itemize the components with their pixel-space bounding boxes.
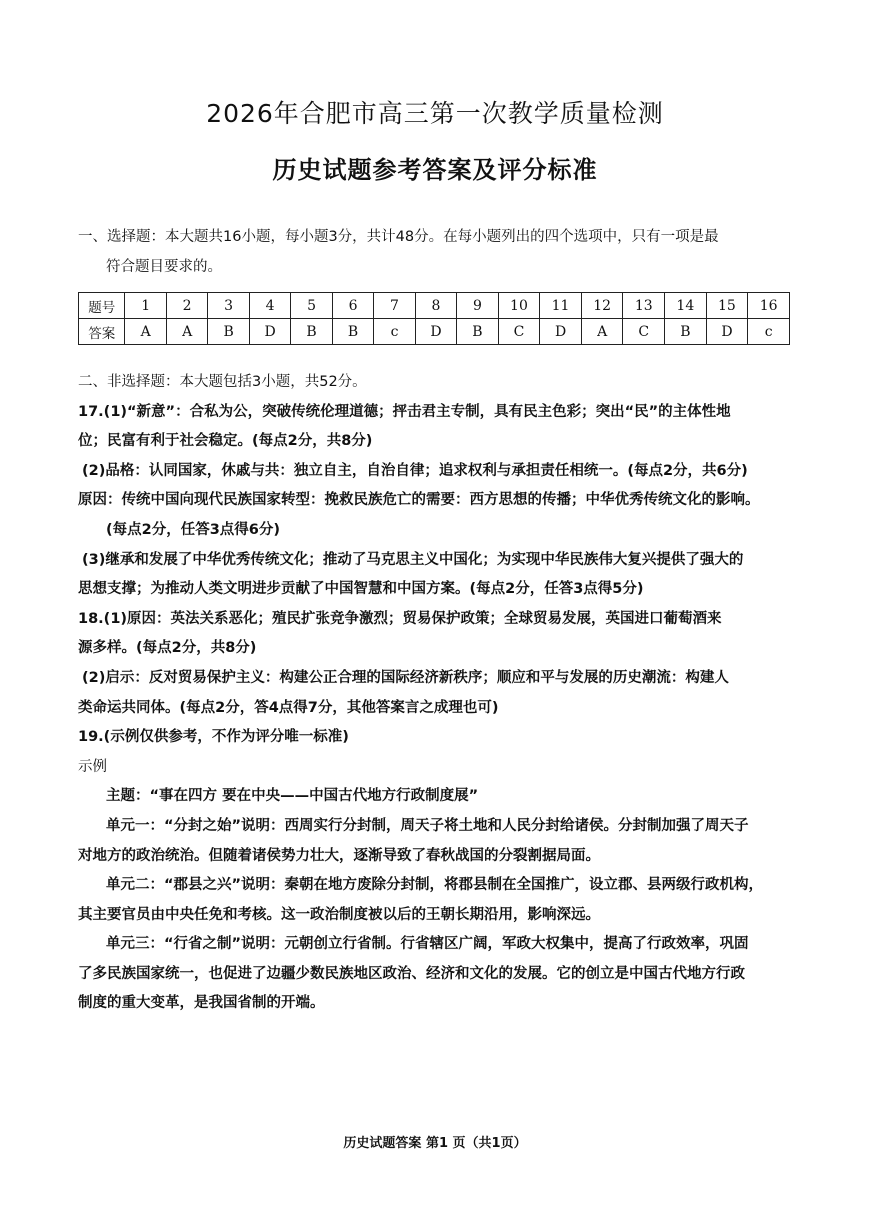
q17-part2-line3: (每点2分，任答3点得6分) [106, 521, 281, 538]
question-number-cell: 16 [748, 293, 790, 319]
answer-cell: D [540, 319, 582, 345]
question-number-cell: 8 [415, 293, 456, 319]
question-number-cell: 14 [665, 293, 707, 319]
unit1-line2: 对地方的政治统治。但随着诸侯势力壮大，逐渐导致了春秋战国的分裂割据局面。 [78, 847, 600, 864]
question-number-cell: 13 [623, 293, 665, 319]
example-label: 示例 [78, 758, 107, 775]
answer-cell: C [623, 319, 665, 345]
answer-cell: B [665, 319, 707, 345]
question-number-cell: 12 [581, 293, 623, 319]
answer-cell: C [498, 319, 540, 345]
unit3-line2: 了多民族国家统一，也促进了边疆少数民族地区政治、经济和文化的发展。它的创立是中国古代地方行政 [78, 965, 745, 982]
unit2-line1: 单元二：“郡县之兴”说明：秦朝在地方废除分封制，将郡县制在全国推广，设立郡、县两级行政机构， [106, 877, 764, 894]
q17-part2-line2: 原因：传统中国向现代民族国家转型：挽救民族危亡的需要：西方思想的传播；中华优秀传统文化的影响。 [78, 492, 760, 509]
question-number-cell: 7 [374, 293, 415, 319]
q18-part1-line2: 源多样。(每点2分，共8分) [78, 640, 257, 657]
question-number-cell: 9 [457, 293, 498, 319]
answer-cell: A [166, 319, 207, 345]
section-1-instructions [78, 222, 798, 282]
unit3-line3: 制度的重大变革，是我国省制的开端。 [78, 995, 325, 1012]
question-number-row [79, 293, 790, 319]
question-number-cell: 1 [125, 293, 166, 319]
answer-cell: A [125, 319, 166, 345]
answer-cell: B [208, 319, 249, 345]
answer-cell: B [332, 319, 373, 345]
answer-cell: D [706, 319, 748, 345]
section-2-heading: 二、非选择题：本大题包括3小题，共52分。 [78, 374, 367, 390]
question-number-cell: 5 [291, 293, 332, 319]
q18-part2-line1: (2)启示：反对贸易保护主义：构建公正合理的国际经济新秩序；顺应和平与发展的历史潮流：构建人 [82, 669, 729, 686]
example-theme: 主题：“事在四方 要在中央——中国古代地方行政制度展” [106, 788, 479, 805]
answer-cell: D [249, 319, 290, 345]
question-number-cell: 10 [498, 293, 540, 319]
question-number-header: 题号 [79, 293, 125, 319]
answer-cell: c [374, 319, 415, 345]
answer-cell: B [457, 319, 498, 345]
question-number-cell: 4 [249, 293, 290, 319]
q19-heading: 19.(示例仅供参考，不作为评分唯一标准) [78, 729, 349, 746]
question-number-cell: 11 [540, 293, 582, 319]
question-number-cell: 15 [706, 293, 748, 319]
section-1-line-2: 符合题目要求的。 [106, 259, 222, 275]
section-2 [78, 368, 798, 1019]
q17-part3-line2: 思想支撑；为推动人类文明进步贡献了中国智慧和中国方案。(每点2分，任答3点得5分) [78, 581, 644, 598]
unit2-line2: 其主要官员由中央任免和考核。这一政治制度被以后的王朝长期沿用，影响深远。 [78, 906, 600, 923]
answer-cell: A [581, 319, 623, 345]
question-number-cell: 2 [166, 293, 207, 319]
q17-part3-line1: (3)继承和发展了中华优秀传统文化；推动了马克思主义中国化；为实现中华民族伟大复兴提供了强大的 [82, 551, 744, 568]
document-subtitle: 历史试题参考答案及评分标准 [272, 156, 598, 184]
exam-title: 2026年合肥市高三第一次教学质量检测 [206, 99, 664, 128]
q17-part1-line1: 17.(1)“新意”：合私为公，突破传统伦理道德；抨击君主专制，具有民主色彩；突出“民”的主体性地 [78, 403, 731, 420]
q18-part1-line1: 18.(1)原因：英法关系恶化；殖民扩张竞争激烈；贸易保护政策；全球贸易发展，英国进口葡萄酒来 [78, 610, 722, 627]
answer-cell: c [748, 319, 790, 345]
unit1-line1: 单元一：“分封之始”说明：西周实行分封制，周天子将土地和人民分封给诸侯。分封制加强了周天子 [106, 817, 749, 834]
unit3-line1: 单元三：“行省之制”说明：元朝创立行省制。行省辖区广阔，军政大权集中，提高了行政效率，巩固 [106, 936, 749, 953]
question-number-cell: 3 [208, 293, 249, 319]
page-footer: 历史试题答案 第1 页（共1页） [343, 1136, 527, 1151]
answer-table [78, 292, 790, 345]
answer-cell: D [415, 319, 456, 345]
question-number-cell: 6 [332, 293, 373, 319]
answer-cell: B [291, 319, 332, 345]
answer-header: 答案 [79, 319, 125, 345]
q18-part2-line2: 类命运共同体。(每点2分，答4点得7分，其他答案言之成理也可) [78, 699, 499, 716]
q17-part1-line2: 位；民富有利于社会稳定。(每点2分，共8分) [78, 433, 373, 450]
section-1-line-1: 一、选择题：本大题共16小题，每小题3分，共计48分。在每小题列出的四个选项中，只有一项是最 [78, 229, 719, 245]
q17-part2-line1: (2)品格：认同国家，休戚与共：独立自主，自治自律；追求权利与承担责任相统一。(每点2分，共6分) [82, 462, 748, 479]
answer-row [79, 319, 790, 345]
